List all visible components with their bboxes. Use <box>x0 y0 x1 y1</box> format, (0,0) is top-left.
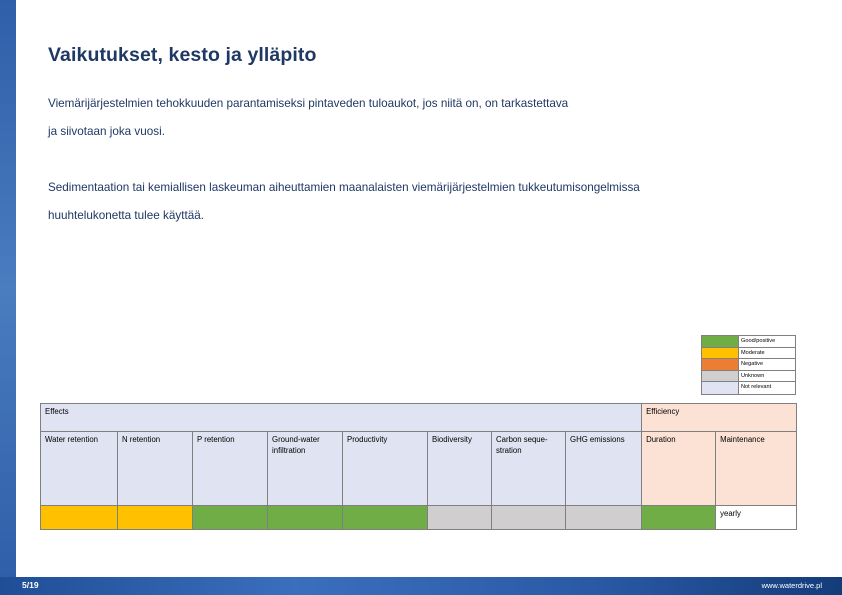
table-row-group-headers <box>41 404 797 432</box>
legend-item <box>702 359 795 371</box>
effects-table <box>40 403 797 530</box>
legend-swatch-moderate <box>702 348 739 359</box>
status-biodiversity <box>428 506 492 530</box>
footer-gradient <box>0 577 842 595</box>
legend-label: Negative <box>741 361 764 367</box>
paragraph-2 <box>48 174 748 230</box>
left-accent-bar <box>0 0 16 577</box>
status-carbon-sequestration <box>492 506 566 530</box>
page-title: Vaikutukset, kesto ja ylläpito <box>48 44 317 66</box>
status-n-retention <box>118 506 193 530</box>
column-name-duration: Duration <box>642 432 716 506</box>
legend-label: Moderate <box>741 349 765 356</box>
footer-website: www.waterdrive.pl <box>761 581 822 590</box>
legend <box>701 335 796 395</box>
paragraph-2-line-2: huuhtelukonetta tulee käyttää. <box>48 209 204 222</box>
column-name-p-retention: P retention <box>193 432 268 506</box>
column-name-n-retention: N retention <box>118 432 193 506</box>
group-header-effects: Effects <box>41 404 642 432</box>
status-productivity <box>343 506 428 530</box>
legend-swatch-not-relevant <box>702 382 739 394</box>
status-duration <box>642 506 716 530</box>
column-name-ghg-emissions: GHG emissions <box>566 432 642 506</box>
status-maintenance: yearly <box>716 506 797 530</box>
status-groundwater-infiltration <box>268 506 343 530</box>
column-name-water-retention: Water retention <box>41 432 118 506</box>
column-name-maintenance: Maintenance <box>716 432 797 506</box>
legend-label: Not relevant <box>741 384 772 390</box>
column-name-carbon-sequestration: Carbon seque-stration <box>492 432 566 506</box>
legend-label: Unknown <box>741 372 765 379</box>
left-accent-bar-gradient <box>0 0 16 577</box>
legend-item <box>702 348 795 360</box>
footer <box>0 577 842 595</box>
legend-swatch-good <box>702 336 739 347</box>
legend-swatch-negative <box>702 359 739 370</box>
status-ghg-emissions <box>566 506 642 530</box>
legend-label: Good/positive <box>741 338 776 344</box>
legend-item <box>702 336 795 348</box>
legend-item <box>702 371 795 383</box>
paragraph-1-line-2: ja siivotaan joka vuosi. <box>48 125 165 138</box>
legend-swatch-unknown <box>702 371 739 382</box>
paragraph-1 <box>48 90 748 146</box>
page-number: 5/19 <box>22 580 39 590</box>
table-row-column-names <box>41 432 797 506</box>
column-name-productivity: Productivity <box>343 432 428 506</box>
group-header-efficiency: Efficiency <box>642 404 797 432</box>
column-name-biodiversity: Biodiversity <box>428 432 492 506</box>
status-p-retention <box>193 506 268 530</box>
paragraph-1-line-1: Viemärijärjestelmien tehokkuuden parantamiseksi pintaveden tuloaukot, jos niitä on, on tarkastettava <box>48 97 569 110</box>
column-name-groundwater-infiltration: Ground-water infiltration <box>268 432 343 506</box>
table-row-status <box>41 506 797 530</box>
paragraph-2-line-1: Sedimentaation tai kemiallisen laskeuman aiheuttamien maanalaisten viemärijärjestelmien tukkeutumisongelmissa <box>48 181 640 194</box>
status-water-retention <box>41 506 118 530</box>
legend-item <box>702 382 795 394</box>
